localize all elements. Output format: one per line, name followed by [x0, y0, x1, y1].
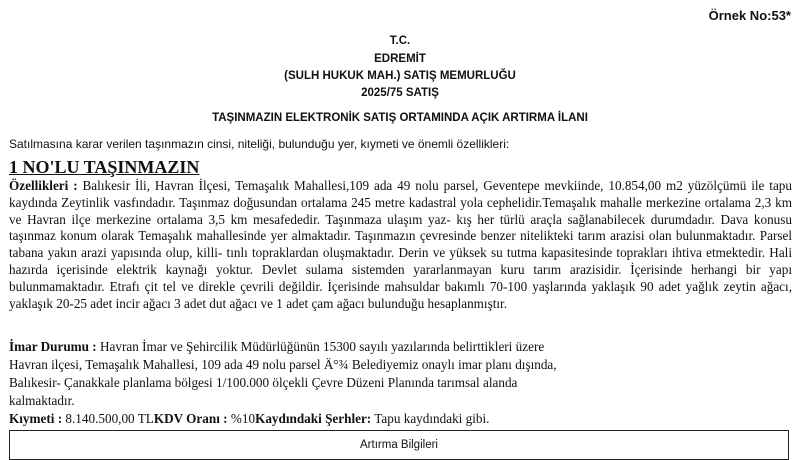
zoning-label: İmar Durumu : — [9, 339, 97, 354]
sample-number: Örnek No:53* — [708, 8, 791, 23]
value-amount: 8.140.500,00 TL — [65, 411, 154, 426]
zoning-line-1 — [9, 339, 544, 355]
vat-label: KDV Oranı : — [153, 411, 228, 426]
properties-paragraph — [9, 178, 792, 312]
auction-info-table — [9, 430, 789, 460]
vat-rate: %10 — [230, 411, 256, 426]
header-city: EDREMİT — [374, 53, 426, 65]
value-label: Kıymeti : — [9, 411, 63, 426]
intro-text: Satılmasına karar verilen taşınmazın cinsi, niteliği, bulunduğu yer, kıymeti ve önemli özellikleri: — [9, 137, 510, 151]
annotations-label: Kaydındaki Şerhler: — [255, 411, 372, 426]
zoning-line-3: Balıkesir- Çanakkale planlama bölgesi 1/100.000 ölçekli Çevre Düzeni Planında tarımsal alanda — [9, 375, 518, 390]
header-office: (SULH HUKUK MAH.) SATIŞ MEMURLUĞU — [284, 70, 516, 82]
zoning-text-1: Havran İmar ve Şehircilik Müdürlüğünün 15300 sayılı yazılarında belirttikleri üzere — [99, 339, 545, 354]
properties-text: Balıkesir İli, Havran İlçesi, Temaşalık Mahallesi,109 ada 49 nolu parsel, Geventepe mevkiinde, 10.854,00 m2 yüzölçümü ile tapu kaydında Zeytinlik vasfındadır. Taşınmaz doğusundan ortalama 245 metre kadastral yola cephelidir.Temaşalık mahalle merkezine ortalama 2,3 km ve Havran ilçe merkezine ortalama 3,5 km mesafededir. Taşınmaza ulaşım yaz- kış her türlü araçla sağlanabilecek durumdadır. Dava konusu taşınmaz konum olarak Temaşalık mahallesinde yer almaktadır. Taşınmazın çevresinde benzer nitelikteki tarım arazisi olan bulunmaktadır. Parsel tabana yakın arazi yapısında olup, killi- tınlı topraklardan oluşmaktadır. Derin ve yüksek su tutma kapasitesinde toprakları ihtiva etmektedir. Hali hazırda içerisinde elektrik kaynağı yoktur. Devlet sulama sistemden yararlanmayan kuru tarım arazisidir. İçerisinde herhangi bir yapı bulunmamaktadır. Etrafı çit tel ve direkle çevrili değildir. İçerisinde mahsuldar bakımlı 70-100 yaşlarında yaklaşık 90 adet yağlık zeytin ağacı, yaklaşık 20-25 adet incir ağacı 3 adet dut ağacı ve 1 adet çam ağacı bulunduğu hesaplanmıştır. — [9, 178, 792, 311]
header-file-no: 2025/75 SATIŞ — [361, 87, 439, 99]
announcement-title: TAŞINMAZIN ELEKTRONİK SATIŞ ORTAMINDA AÇIK ARTIRMA İLANI — [212, 112, 588, 124]
zoning-line-2: Havran ilçesi, Temaşalık Mahallesi, 109 ada 49 nolu parsel Ä°¾ Belediyemiz onaylı imar planı dışında, — [9, 357, 557, 372]
section-title: 1 NO'LU TAŞINMAZIN — [9, 157, 200, 177]
auction-info-title: Artırma Bilgileri — [360, 439, 438, 451]
annotations-value: Tapu kaydındaki gibi. — [374, 411, 490, 426]
zoning-line-4: kalmaktadır. — [9, 393, 75, 408]
properties-label: Özellikleri : — [9, 178, 78, 193]
value-line — [9, 411, 489, 427]
header-tc: T.C. — [389, 35, 411, 47]
